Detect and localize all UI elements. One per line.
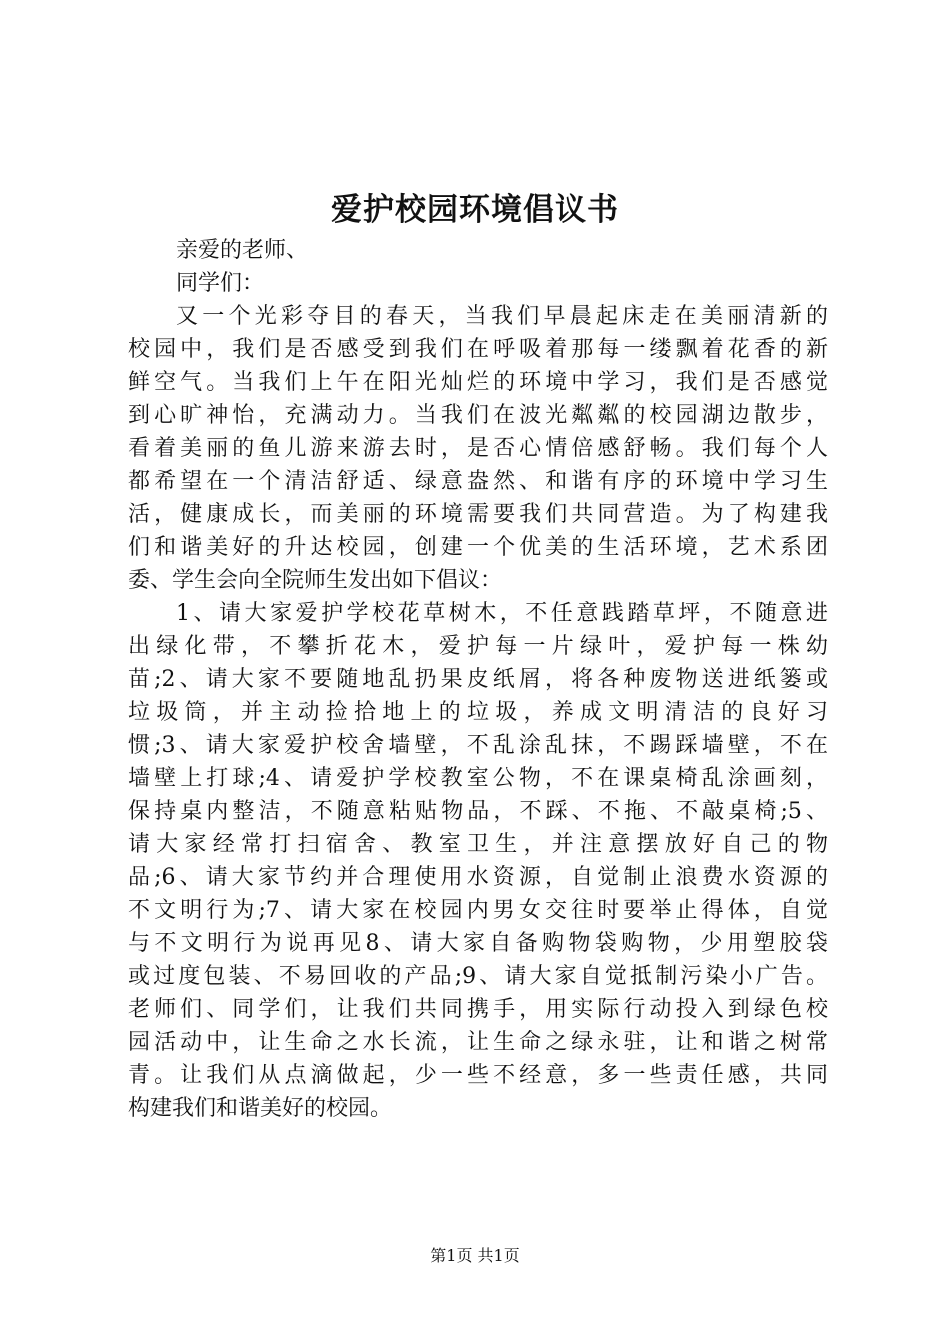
proposal-line: 请大家经常打扫宿舍、教室卫生，并注意摆放好自己的物	[128, 832, 828, 857]
proposal-line: 或过度包装、不易回收的产品;9、请大家自觉抵制污染小广告。	[128, 964, 828, 989]
proposal-line: 惯;3、请大家爱护校舍墙壁，不乱涂乱抹，不踢踩墙壁，不在	[128, 733, 828, 758]
body-line: 鲜空气。当我们上午在阳光灿烂的环境中学习，我们是否感觉	[128, 370, 828, 395]
proposal-line: 垃圾筒，并主动捡拾地上的垃圾，养成文明清洁的良好习	[128, 700, 828, 725]
salutation-line-2: 同学们：	[176, 271, 265, 296]
body-line: 活，健康成长，而美丽的环境需要我们共同营造。为了构建我	[128, 502, 828, 527]
document-body	[128, 234, 828, 1125]
body-line: 都希望在一个清洁舒适、绿意盎然、和谐有序的环境中学习生	[128, 469, 828, 494]
body-line: 校园中，我们是否感受到我们在呼吸着那每一缕飘着花香的新	[128, 337, 828, 362]
closing-line: 园活动中，让生命之水长流，让生命之绿永驻，让和谐之树常	[128, 1030, 828, 1055]
body-line: 看着美丽的鱼儿游来游去时，是否心情倍感舒畅。我们每个人	[128, 436, 828, 461]
salutation-line-1: 亲爱的老师、	[176, 238, 309, 263]
proposal-line: 出绿化带，不攀折花木，爱护每一片绿叶，爱护每一株幼	[128, 634, 828, 659]
proposal-line: 1、请大家爱护学校花草树木，不任意践踏草坪，不随意进	[176, 601, 828, 626]
proposal-line: 苗;2、请大家不要随地乱扔果皮纸屑，将各种废物送进纸篓或	[128, 667, 828, 692]
page-footer: 第1页 共1页	[430, 1246, 520, 1265]
closing-line: 构建我们和谐美好的校园。	[128, 1096, 393, 1121]
body-line: 们和谐美好的升达校园，创建一个优美的生活环境，艺术系团	[128, 535, 828, 560]
body-line: 到心旷神怡，充满动力。当我们在波光粼粼的校园湖边散步，	[128, 403, 828, 428]
proposal-line: 保持桌内整洁，不随意粘贴物品，不踩、不拖、不敲桌椅;5、	[128, 799, 828, 824]
proposal-line: 墙壁上打球;4、请爱护学校教室公物，不在课桌椅乱涂画刻，	[128, 766, 828, 791]
closing-line: 青。让我们从点滴做起，少一些不经意，多一些责任感，共同	[128, 1063, 828, 1088]
proposal-line: 不文明行为;7、请大家在校园内男女交往时要举止得体，自觉	[128, 898, 828, 923]
proposal-line: 品;6、请大家节约并合理使用水资源，自觉制止浪费水资源的	[128, 865, 828, 890]
closing-line: 老师们、同学们，让我们共同携手，用实际行动投入到绿色校	[128, 997, 828, 1022]
body-line: 又一个光彩夺目的春天，当我们早晨起床走在美丽清新的	[176, 304, 828, 329]
proposal-line: 与不文明行为说再见8、请大家自备购物袋购物，少用塑胶袋	[128, 931, 828, 956]
body-line: 委、学生会向全院师生发出如下倡议：	[128, 568, 503, 593]
document-title: 爱护校园环境倡议书	[331, 192, 619, 228]
